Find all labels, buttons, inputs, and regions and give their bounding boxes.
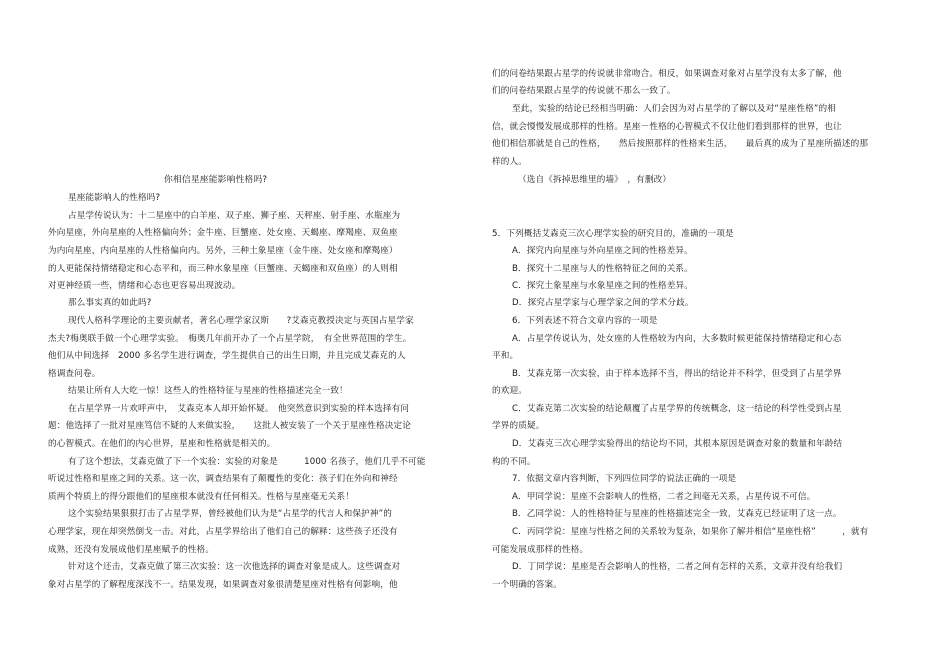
question-5-option-a: A．探究内向星座与外向星座之间的性格差异。: [512, 246, 693, 256]
paragraph-line: 质两个特质上的得分跟他们的星座根本就没有任何相关。性格与星座毫无关系！: [48, 492, 355, 502]
question-5-stem: 5．下列概括艾森克三次心理学实验的研究目的，准确的一项是: [492, 229, 734, 239]
paragraph-line: 现代人格科学理论的主要贡献者，著名心理学家汉斯 ?艾森克教授决定与英国占星学家: [68, 316, 414, 326]
paragraph-line: 他们从中间选择 2000 多名学生进行调查，学生提供自己的出生日期，并且完成艾森克的人: [48, 351, 406, 361]
question-5-option-b: B．探究十二星座与人的性格特征之间的关系。: [512, 264, 693, 274]
paragraph-line: 格调查问卷。: [48, 369, 101, 379]
question-6-option-line: 学界的质疑。: [492, 421, 545, 431]
paragraph-line: 听说过性格和星座之间的关系。这一次，调查结果有了颠覆性的变化：孩子们在外向和神经: [48, 474, 398, 484]
paragraph-line: 为内向星座，内向星座的人性格偏向内。另外，三种土象星座（金牛座、处女座和摩羯座）: [48, 246, 398, 256]
paragraph-line: 外向星座，外向星座的人性格偏向外；金牛座、巨蟹座、处女座、天蝎座、摩羯座、双鱼座: [48, 228, 398, 238]
paragraph-line: 占星学传说认为：十二星座中的白羊座、双子座、狮子座、天秤座、射手座、水瓶座为: [68, 211, 401, 221]
question-6-option-line: D．艾森克三次心理学实验得出的结论均不同，其根本原因是调查对象的数量和年龄结: [512, 439, 843, 449]
paragraph-line: 针对这个还击，艾森克做了第三次实验：这一次他选择的调查对象是成人。这些调查对: [68, 562, 401, 572]
question-6-stem: 6．下列表述不符合文章内容的一项是: [512, 316, 658, 326]
paragraph-line: 这个实验结果狠狠打击了占星学界，曾经被他们认为是“占星学的代言人和保护神”的: [68, 509, 392, 519]
question-5-option-d: D．探究占星学家与心理学家之间的学术分歧。: [512, 298, 694, 308]
paragraph-line: 在占星学界一片欢呼声中， 艾森克本人却开始怀疑。 他突然意识到实验的样本选择有问: [68, 404, 410, 414]
question-7-option-line: D．丁同学说：星座是否会影响人的性格，二者之间有怎样的关系，文章并没有给我们: [512, 562, 843, 572]
question-6-option-line: 平和。: [492, 351, 519, 361]
paragraph-line: 的心智模式。在他们的内心世界，星座和性格就是相关的。: [48, 439, 276, 449]
paragraph-line: 的人更能保持情绪稳定和心态平和，而三种水象星座（巨蟹座、天蝎座和双鱼座）的人则相: [48, 264, 398, 274]
question-6-option-line: B．艾森克第一次实验，由于样本选择不当，得出的结论并不科学，但受到了占星学界: [512, 369, 842, 379]
question-7-option-line: 可能发展成那样的性格。: [492, 545, 589, 555]
paragraph-line: 杰夫?梅奥联手做一个心理学实验。 梅奥几年前开办了一个占星学院， 有全世界范围的学生。: [48, 334, 412, 344]
question-6-option-line: A．占星学传说认为，处女座的人性格较为内向，大多数时候更能保持情绪稳定和心态: [512, 334, 842, 344]
article-title: 你相信星座能影响性格吗?: [164, 175, 268, 185]
paragraph-line: 样的人。: [492, 157, 527, 167]
question-7-option-line: A．甲同学说：星座不会影响人的性格，二者之间毫无关系，占星传说不可信。: [512, 492, 816, 502]
question-6-option-line: 构的不同。: [492, 457, 536, 467]
paragraph-line: 结果让所有人大吃一惊！这些人的性格特征与星座的性格描述完全一致！: [68, 386, 348, 396]
paragraph-line: 信，就会慢慢发展成那样的性格。星座－性格的心智模式不仅让他们看到那样的世界，也让: [492, 122, 842, 132]
paragraph-line: 题：他选择了一批对星座笃信不疑的人来做实验， 这批人被安装了一个关于星座性格决定论: [48, 421, 411, 431]
paragraph-line: 那么事实真的如此吗?: [68, 298, 152, 308]
question-7-option-line: 一个明确的答案。: [492, 580, 562, 590]
question-5-option-c: C．探究土象星座与水象星座之间的性格差异。: [512, 281, 694, 291]
paragraph-line: 们的问卷结果跟占星学的传说就不那么一致了。: [492, 86, 676, 96]
paragraph-line: 们的问卷结果跟占星学的传说就非常吻合。相反，如果调查对象对占星学没有太多了解，他: [492, 69, 842, 79]
question-6-option-line: C．艾森克第二次实验的结论颠覆了占星学界的传统概念，这一结论的科学性受到占星: [512, 404, 842, 414]
paragraph-line: 心理学家，现在却突然倒戈一击。对此，占星学界给出了他们自己的解释：这些孩子还没有: [48, 527, 398, 537]
paragraph-line: 有了这个想法，艾森克做了下一个实验：实验的对象是 1000 名孩子，他们几乎不可能: [68, 457, 426, 467]
article-source: （选自《拆掉思维里的墙》 ，有删改）: [518, 175, 672, 185]
paragraph-line: 至此，实验的结论已经相当明确：人们会因为对占星学的了解以及对“星座性格”的相: [512, 104, 836, 114]
question-7-option-line: C．丙同学说：星座与性格之间的关系较为复杂，如果你了解并相信“星座性格” ，就有: [512, 527, 869, 537]
question-7-option-line: B．乙同学说：人的性格特征与星座的性格描述完全一致，艾森克已经证明了这一点。: [512, 509, 842, 519]
question-7-stem: 7．依据文章内容判断，下列四位同学的说法正确的一项是: [512, 474, 737, 484]
paragraph-line: 对更神经质一些，情绪和心态也更容易出现波动。: [48, 281, 241, 291]
paragraph-line: 象对占星学的了解程度深浅不一。结果发现，如果调查对象很清楚星座对性格有何影响，他: [48, 580, 398, 590]
question-6-option-line: 的欢迎。: [492, 386, 527, 396]
paragraph-line: 成熟，还没有发展成他们星座赋予的性格。: [48, 545, 215, 555]
paragraph-line: 星座能影响人的性格吗?: [68, 193, 161, 203]
paragraph-line: 他们相信那就是自己的性格， 然后按照那样的性格来生活， 最后真的成为了星座所描述的那: [492, 139, 869, 149]
